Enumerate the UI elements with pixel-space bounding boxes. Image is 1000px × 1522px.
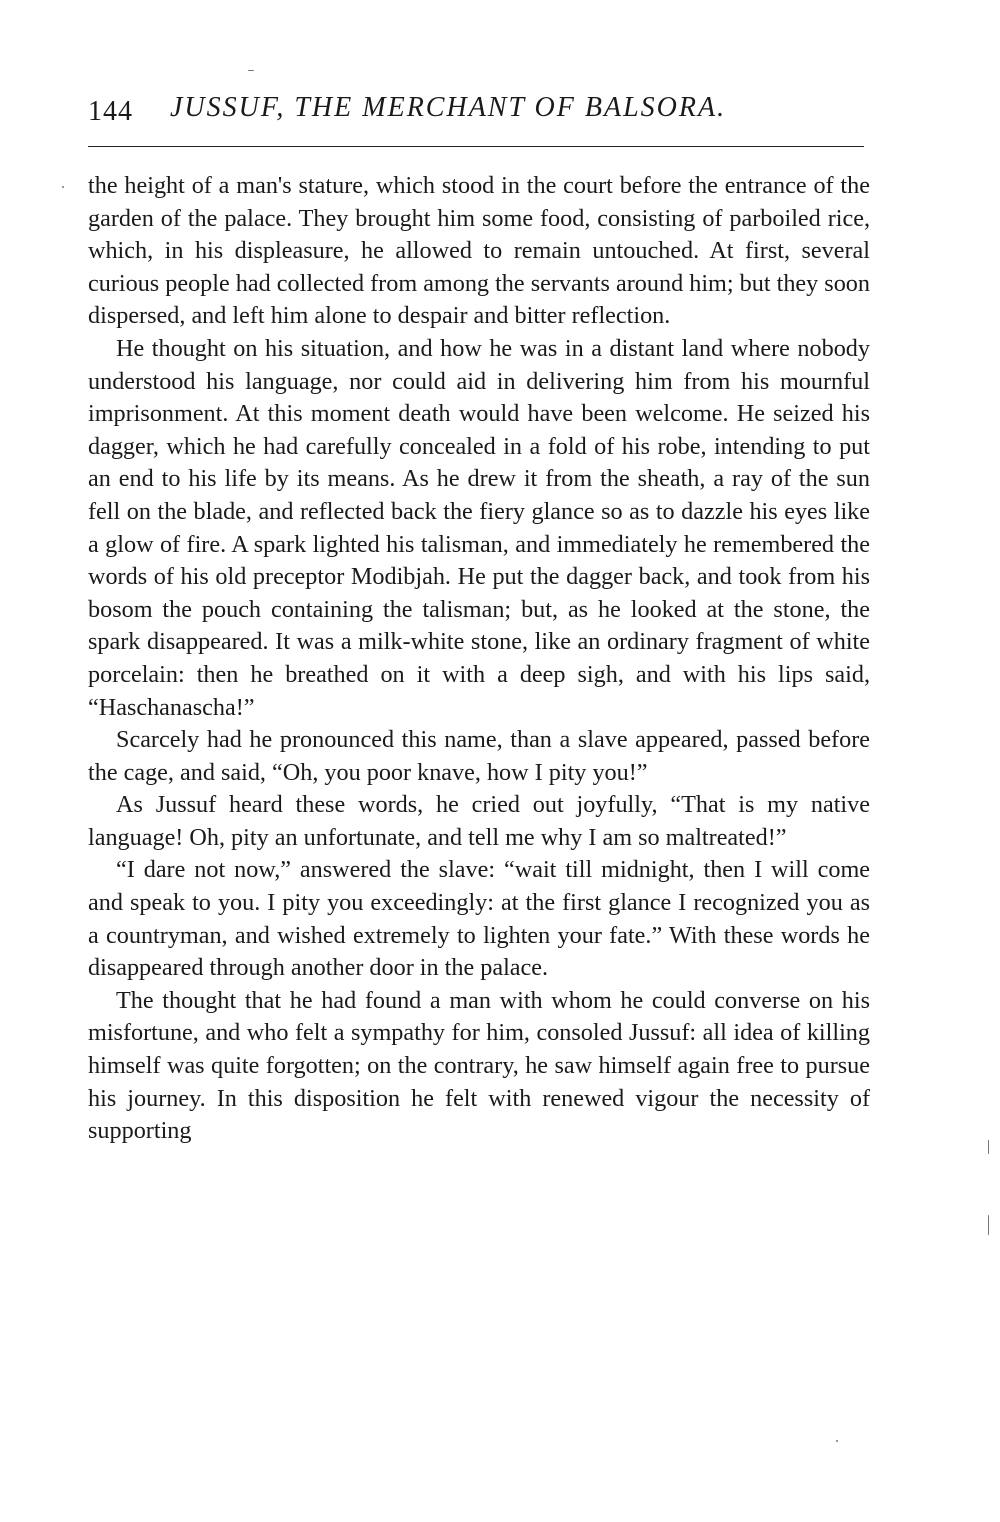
body-text bbox=[88, 170, 870, 1148]
paragraph-2: He thought on his situation, and how he was in a distant land where nobody understood his language, nor could aid in delivering him from his mournful imprisonment. At this moment death would have been welcome. He seized his dagger, which he had carefully concealed in a fold of his robe, intending to put an end to his life by its means. As he drew it from the sheath, a ray of the sun fell on the blade, and reflected back the fiery glance so as to dazzle his eyes like a glow of fire. A spark lighted his talisman, and immediately he remembered the words of his old preceptor Modibjah. He put the dagger back, and took from his bosom the pouch containing the talisman; but, as he looked at the stone, the spark disappeared. It was a milk-white stone, like an ordinary fragment of white porcelain: then he breathed on it with a deep sigh, and with his lips said, “Haschanascha!” bbox=[88, 334, 870, 721]
paragraph-5: “I dare not now,” answered the slave: “wait till midnight, then I will come and speak to you. I pity you exceedingly: at the first glance I recognized you as a countryman, and wished extremely to lighten your fate.” With these words he disappeared through another door in the palace. bbox=[88, 856, 870, 982]
scan-speck bbox=[248, 70, 254, 71]
page-number: 144 bbox=[88, 96, 133, 127]
running-head bbox=[88, 92, 868, 136]
paragraph-3: Scarcely had he pronounced this name, than a slave appeared, passed before the cage, and said, “Oh, you poor knave, how I pity you!” bbox=[88, 726, 870, 786]
scan-speck bbox=[836, 1440, 838, 1442]
paragraph-6: The thought that he had found a man with whom he could converse on his misfortune, and who felt a sympathy for him, consoled Jussuf: all idea of killing himself was quite forgotten; on the contrary, he saw himself again free to pursue his journey. In this disposition he felt with renewed vigour the necessity of supporting bbox=[88, 986, 870, 1145]
scan-speck bbox=[988, 1215, 989, 1235]
paragraph-1: the height of a man's stature, which stood in the court before the entrance of the garden of the palace. They brought him some food, consisting of parboiled rice, which, in his displeasure, he allowed to remain untouched. At first, several curious people had collected from among the servants around him; but they soon dispersed, and left him alone to despair and bitter reflection. bbox=[88, 172, 870, 330]
scan-speck bbox=[62, 186, 64, 188]
running-title: JUSSUF, THE MERCHANT OF BALSORA. bbox=[170, 92, 727, 123]
scan-speck bbox=[988, 1140, 989, 1154]
paragraph-4: As Jussuf heard these words, he cried out joyfully, “That is my native language! Oh, pity an unfortunate, and tell me why I am so maltreated!” bbox=[88, 791, 870, 851]
header-rule bbox=[88, 146, 864, 147]
